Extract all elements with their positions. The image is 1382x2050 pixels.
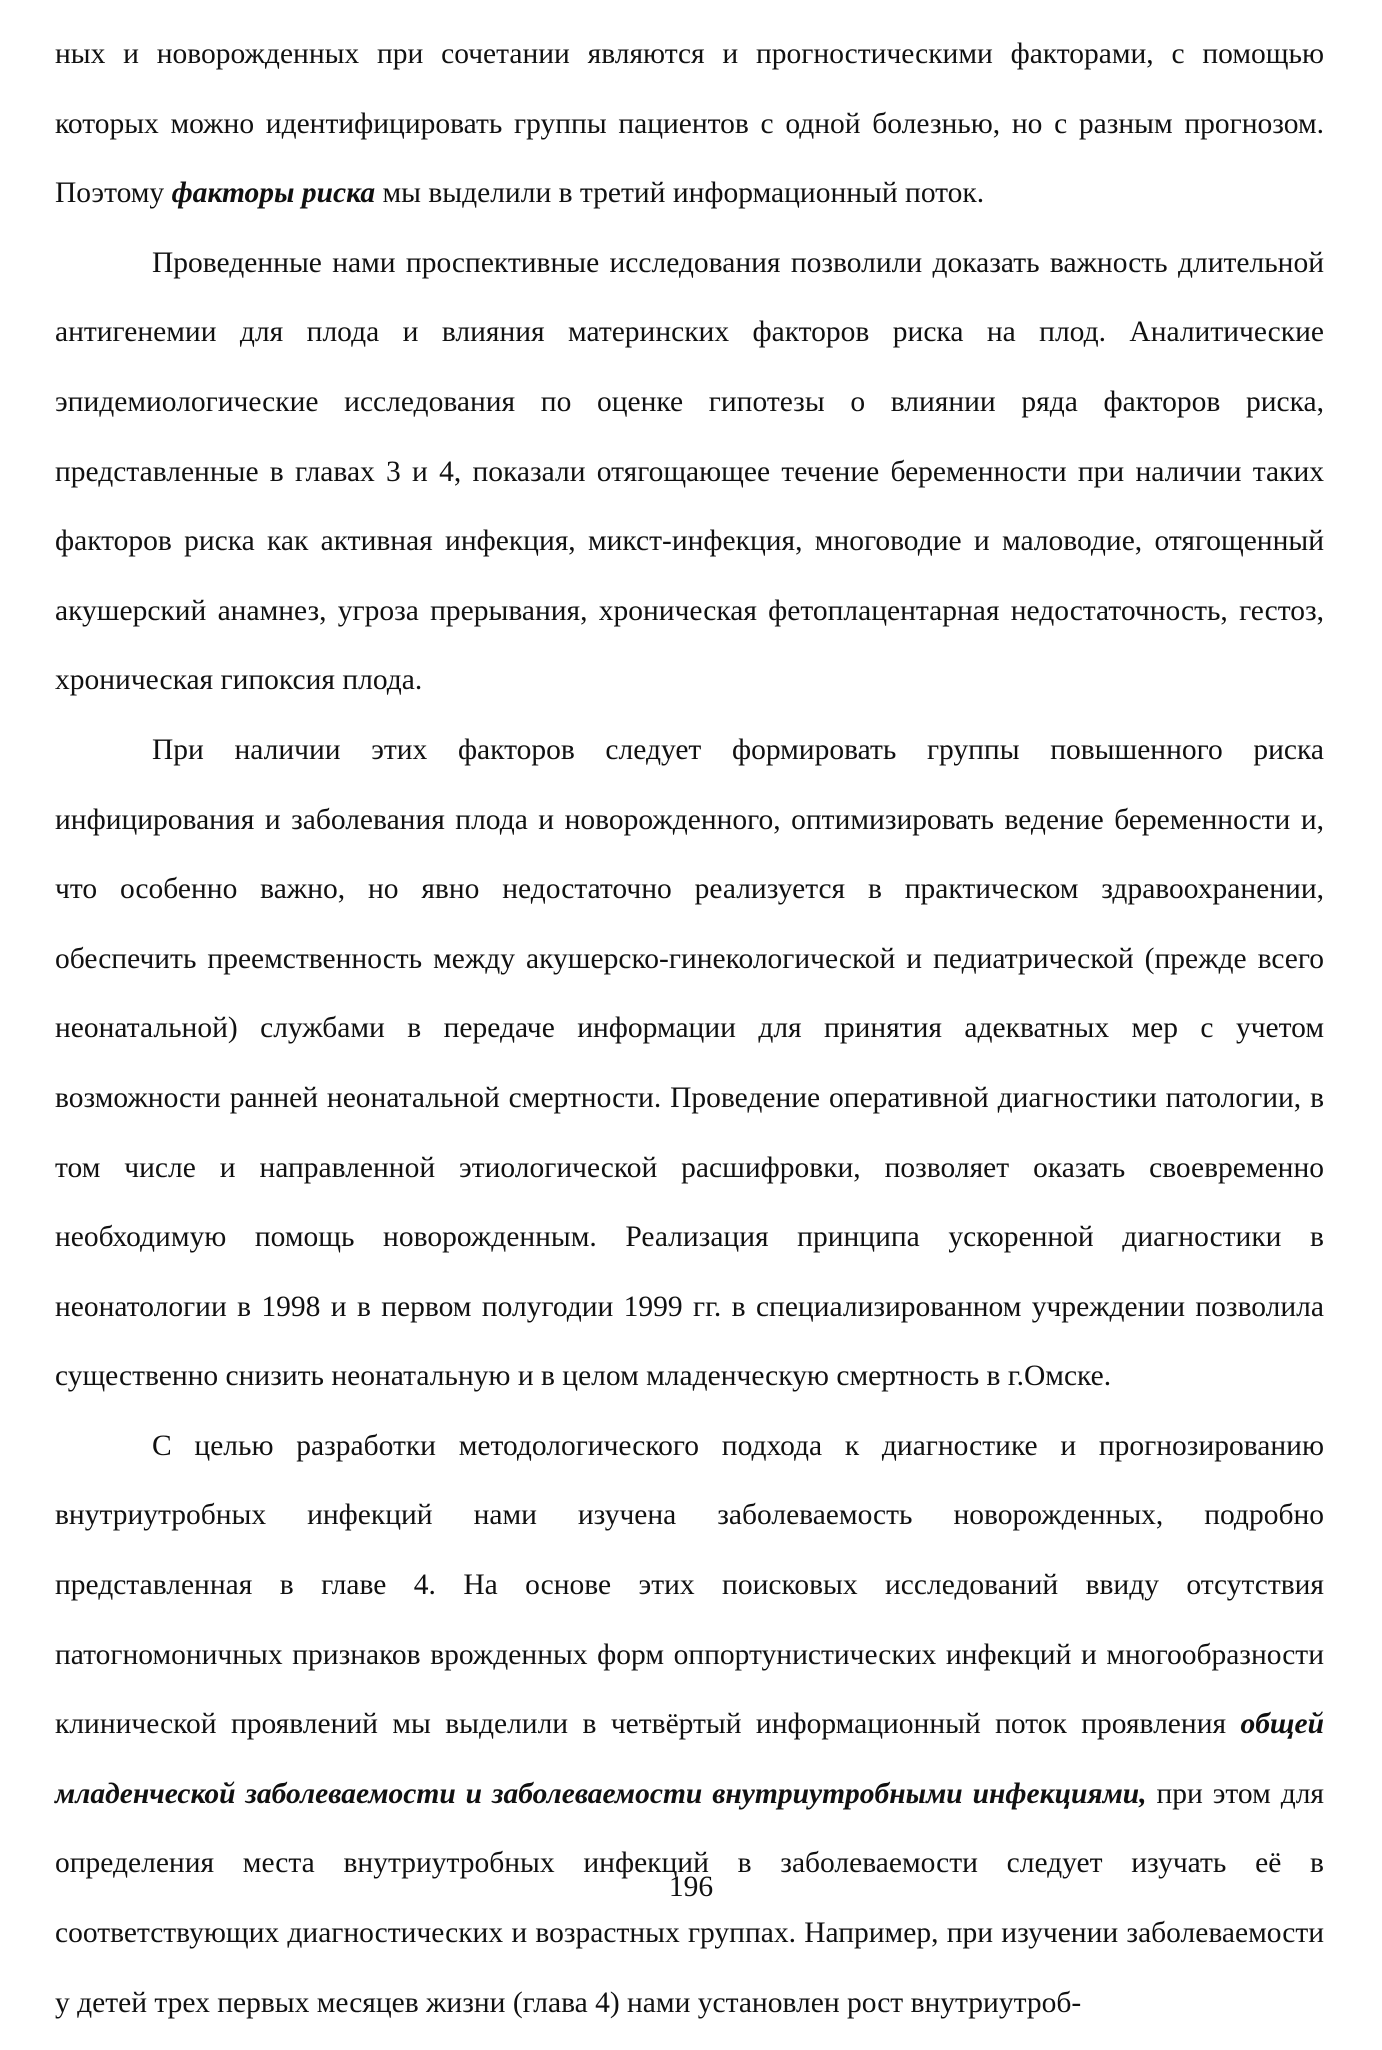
text-segment: ных и новорожденных при сочетании являются и прогностическими факторами, с помощью которых можно идентифицировать группы пациентов с одной болезнью, но с разным прогнозом. Поэтому [55,38,1324,210]
paragraph-4 [55,1412,1324,2038]
paragraph-2 [55,229,1324,716]
emphasis-morbidity: общей младенческой заболеваемости и заболеваемости внутриутробными инфекциями, [55,1708,1324,1810]
text-segment: при этом для определения места внутриутробных инфекций в заболеваемости следует изучать её в соответствующих диагностических и возрастных группах. Например, при изучении заболеваемости у детей трех первых месяцев жизни (глава 4) нами установлен рост внутриутроб- [55,1777,1324,2019]
paragraph-3 [55,716,1324,1412]
text-segment: С целью разработки методологического подхода к диагностике и прогнозированию внутриутробных инфекций нами изучена заболеваемость новорожденных, подробно представленная в главе 4. На основе этих поисковых исследований ввиду отсутствия патогномоничных признаков врожденных форм оппортунистических инфекций и многообразности клинической проявлений мы выделили в четвёртый информационный поток проявления [55,1429,1324,1741]
page-number: 196 [668,1871,714,1903]
paragraph-1 [55,20,1324,229]
text-segment: Проведенные нами проспективные исследования позволили доказать важность длительной антигенемии для плода и влияния материнских факторов риска на плод. Аналитические эпидемиологические исследования по оценке гипотезы о влиянии ряда факторов риска, представленные в главах 3 и 4, показали отягощающее течение беременности при наличии таких факторов риска как активная инфекция, микст-инфекция, многоводие и маловодие, отягощенный акушерский анамнез, угроза прерывания, хроническая фетоплацентарная недостаточность, гестоз, хроническая гипоксия плода. [55,246,1324,697]
text-segment: При наличии этих факторов следует формировать группы повышенного риска инфицирования и заболевания плода и новорожденного, оптимизировать ведение беременности и, что особенно важно, но явно недостаточно реализуется в практическом здравоохранении, обеспечить преемственность между акушерско-гинекологической и педиатрической (прежде всего неонатальной) службами в передаче информации для принятия адекватных мер с учетом возможности ранней неонатальной смертности. Проведение оперативной диагностики патологии, в том числе и направленной этиологической расшифровки, позволяет оказать своевременно необходимую помощь новорожденным. Реализация принципа ускоренной диагностики в неонатологии в 1998 и в первом полугодии 1999 гг. в специализированном учреждении позволила существенно снизить неонатальную и в целом младенческую смертность в г.Омске. [55,733,1324,1393]
emphasis-risk-factors: факторы риска [171,177,376,210]
body-text [55,20,1324,2038]
text-segment: мы выделили в третий информационный поток. [375,177,985,210]
